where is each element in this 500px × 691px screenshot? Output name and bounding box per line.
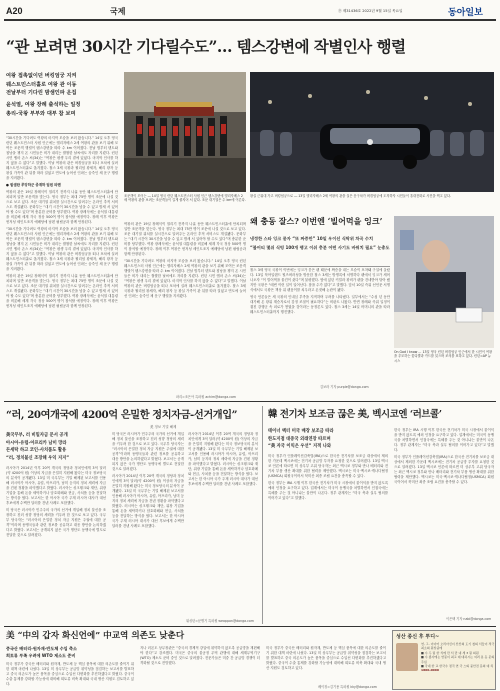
section-divider-bottom	[4, 626, 496, 627]
section-divider-top	[4, 401, 496, 402]
ad-line: ■ 수 종사에는 연봉이 최고 대 대하시는 여러 분 등 문의 주십	[421, 655, 495, 664]
tech-summary-line: 테이너 멕터 미국 매장 보조금 따라	[268, 429, 334, 434]
china-summary-line: 중국산 배터리-원자재-반도체 수입 축소	[6, 646, 77, 651]
lead-body-paragraph: 여왕의 관은 19일 장례식이 열리기 전까지 나흘 동안 웨스트민스터홀에 안치되며 일반 조문객을 맞는다. 영국 정부는 최대 75만 명이 조문에 나설 것으로 보고 있다. 조문 대기열 위치를 실시간으로 알려주는 온라인 추적 서비스도 개설됐다. 문화부는 “대기 시간이 30시간을 넘을 수 있고 밤새 서 있어야 할 수도 있다”며 충분한 준비를 당부했다. 여왕 장례식에는 윤석열 대통령을 비롯해 세계 각국 정상 500여 명이 참석할 예정이다. 장례 이후 여왕은 윈저성 세인트조지 예배당에 남편 필립공과 함께 안장된다.	[6, 274, 118, 308]
ad-phone: 1800-0000	[421, 668, 439, 673]
succession-deck	[250, 236, 390, 251]
lead-body-left	[6, 136, 118, 400]
tech-paragraph: 미국 정부가 인플레이션감축법(IRA)으로 한국산 전기차를 보조금 대상에서 제외한 가운데 멕시코에는 전기차 공급망 투자를 요청한 것으로 알려졌다. 13일 멕시코 언론에 따르면 미 상무부 고위 당국자는 최근 멕시코 정부와 만나 배터리와 전기차 부품 생산 확대를 위한 협력을 제안했다. 멕시코는 미국·멕시코·캐나다협정(USMCA) 회원국이어서 북미산 최종 조립 요건을 충족할 수 있다.	[394, 455, 494, 484]
politics-summary-line: 아시아-유럽-아프리카 남미 망라	[6, 440, 67, 446]
lead-byline: 파리=조은아 특파원 achim@donga.com	[176, 395, 237, 399]
politics-summary-line: “러, 정치불신 조장해 우익 지지”	[6, 455, 70, 461]
politics-paragraph: 러시아가 2014년 이후 20여 개국의 정당과 정치인에게 3억 달러(약 4200억 원) 이상의 자금을 은밀히 지원해 왔다는 미국 정보당국의 분석이 공개됐다. 13일 미 국무부는 기밀 해제된 보고서를 인용해 러시아가 아시아, 유럽, 아프리카, 남미 등지의 정치 세력에 자금을 건넨 정황을 파악했다고 밝혔다. 러시아는 싱크탱크와 재단, 위장 기업을 통해 돈을 세탁하거나 암호화폐와 현금, 사치품 등을 전달하는 방식을 썼다. 보고서는 한 아시아 국가 주재 러시아 대사가 대선 후보에게 수백만 달러를 건넨 사례도 포함했다.	[6, 466, 106, 505]
politics-body-right	[188, 432, 258, 616]
china-headline: 美 “中의 갑자 화신언에” 中교역 의존도 낮춘다	[6, 631, 185, 641]
ad-line: ■ 수 두 팀 한 식에 만 서 만 내 세 3 원 의원	[421, 650, 479, 655]
lead-photo-procession-caption: 조문객이 모이는 ― 14일 영국 런던 웨스트민스터 사원 인근 템스강변에 엘리자베스 2세 여왕의 관을 보려는 조문객들이 길게 줄지어 서 있다. 조문 대기열은 수 km에 이른다.	[124, 194, 246, 203]
lead-body-paragraph: “30시간을 기다려도 여왕의 마지막 모습을 보러 왔습니다.” 14일 오후 영국 런던 웨스트민스터 사원 인근에는 엘리자베스 2세 여왕의 관을 보기 위해 모여든 조문객 행렬이 템스강변을 따라 수 km 이어졌다. 전날 밤부터 텐트와 침낭을 챙겨 온 시민들은 비가 내리는 쌀쌀한 날씨에도 자리를 지켰다. 런던 시민 엠마 존스 씨(34)는 “여왕은 평생 우리 곁에 있었다. 마지막 인사를 하지 않을 수 없다”고 말했다. 이날 여왕의 관은 버킹엄궁을 떠나 포차에 실려 웨스트민스터홀로 옮겨졌다. 찰스 3세 국왕과 윌리엄 왕세자, 해리 왕자 등 왕실 가족이 관 뒤를 따라 걸었고 연도에 늘어선 인파는 숨죽인 채 운구 행렬을 지켜봤다.	[124, 259, 246, 298]
china-body-right	[266, 646, 386, 682]
section-label: 국제	[110, 7, 126, 16]
politics-body-mid	[112, 432, 184, 622]
lead-summary-line: 윤석열, 여왕 장례 출석하는 일정	[6, 102, 81, 109]
ad-title: 성산 종신 후 투디~	[396, 634, 440, 640]
lead-photo-procession	[124, 72, 246, 192]
politics-paragraph: 러시아가 2014년 이후 20여 개국의 정당과 정치인에게 3억 달러(약 4200억 원) 이상의 자금을 은밀히 지원해 왔다는 미국 정보당국의 분석이 공개됐다. 13일 미 국무부는 기밀 해제된 보고서를 인용해 러시아가 아시아, 유럽, 아프리카, 남미 등지의 정치 세력에 자금을 건넨 정황을 파악했다고 밝혔다. 러시아는 싱크탱크와 재단, 위장 기업을 통해 돈을 세탁하거나 암호화폐와 현금, 사치품 등을 전달하는 방식을 썼다. 보고서는 한 아시아 국가 주재 러시아 대사가 대선 후보에게 수백만 달러를 건넨 사례도 포함했다.	[188, 432, 258, 486]
succession-headline: 왜 충동 잘스? 이번엔 ‘빌어먹을 잉크’	[250, 216, 383, 226]
succession-paragraph: 찰스 3세 영국 국왕이 이번에는 잉크가 묻은 펜 때문에 짜증을 내는 모습이 포착돼 구설에 올랐다. 13일 북아일랜드 힐즈버러성을 방문한 찰스 3세는 방명록에 서명하다 펜에서 잉크가 새어 나오자 “이 빌어먹을 물건이 싫다”며 불평했다. 옆에 있던 커밀라 왕비가 펜을 건네받아 닦아 줬지만 국왕은 “매번 이런 일이 일어난다. 참을 수가 없다”고 말했다. 앞서 10일 즉위 선언문 서명식에서도 국왕은 책상 위 펜꽂이를 치우라고 손짓해 논란이 됐다.	[250, 268, 390, 292]
tech-paragraph: 한국 정부는 IRA 시행 이후 한국산 전기차가 미국 시장에서 불이익을 받지 않도록 예외 인정을 요구하고 있다. 업계에서는 미국이 동맹국을 차별하면서 인접국에는 특혜를 주는 것 아니냐는 불만이 나온다. 정부 관계자는 “미국 측과 실무 협의를 이어가고 있다”고 말했다.	[394, 428, 494, 452]
paper-logo: 동아일보	[448, 8, 483, 18]
lead-photo-signing-caption: On God I know ... 13일 영국 런던 버킹엄궁 인근에서 한 시민이 여왕을 추모하는 꽃다발과 카드를 읽으며 조의를 표하고 있다. 런던=AP 뉴시스	[394, 350, 493, 363]
tech-paragraph: 미국 정부가 인플레이션감축법(IRA)으로 한국산 전기차를 보조금 대상에서 제외한 가운데 멕시코에는 전기차 공급망 투자를 요청한 것으로 알려졌다. 13일 멕시코 언론에 따르면 미 상무부 고위 당국자는 최근 멕시코 정부와 만나 배터리와 전기차 부품 생산 확대를 위한 협력을 제안했다. 멕시코는 미국·멕시코·캐나다협정(USMCA) 회원국이어서 북미산 최종 조립 요건을 충족할 수 있다.	[268, 454, 388, 478]
lead-summary-line: 여왕 접촉없이던 버킹엄궁 지켜	[6, 73, 77, 79]
tech-body-right	[394, 428, 494, 614]
lead-summary-divider	[6, 133, 118, 134]
china-body-mid	[140, 646, 260, 689]
china-summary-line: 희토류 부족 우려에 WTO 제소도 준비	[6, 652, 76, 658]
signing-illustration	[394, 216, 494, 348]
tech-summary	[268, 428, 388, 451]
tech-summary-line: “美 자국 이익은 우선” 지적 나와	[268, 444, 332, 449]
china-byline: 베이징=김기용 특파원 kky@donga.com	[318, 685, 377, 689]
politics-body-left	[6, 466, 106, 622]
procession-illustration	[124, 72, 246, 192]
lead-photo-signing	[394, 216, 494, 348]
ad-box[interactable]	[392, 630, 496, 690]
politics-subhead: 美 정보 기밀 해제	[150, 425, 177, 429]
tech-body-left	[268, 454, 388, 622]
lead-body-paragraph: 여왕의 관은 19일 장례식이 열리기 전까지 나흘 동안 웨스트민스터홀에 안치되며 일반 조문객을 맞는다. 영국 정부는 최대 75만 명이 조문에 나설 것으로 보고 있다. 조문 대기열 위치를 실시간으로 알려주는 온라인 추적 서비스도 개설됐다. 문화부는 “대기 시간이 30시간을 넘을 수 있고 밤새 서 있어야 할 수도 있다”며 충분한 준비를 당부했다. 여왕 장례식에는 윤석열 대통령을 비롯해 세계 각국 정상 500여 명이 참석할 예정이다. 장례 이후 여왕은 윈저성 세인트조지 예배당에 남편 필립공과 함께 안장된다.	[124, 222, 246, 256]
politics-paragraph: 미 당국은 러시아가 민주주의 국가의 선거에 개입해 정치 불신을 조장하고 친러 성향 정당의 세력을 키우려 한 것으로 보고 있다. 국무부 당국자는 “러시아의 은밀한 정치 자금 지원은 주권에 대한 공격”이라며 동맹국들과 관련 정보를 공유하고 대응 방안을 논의하겠다고 밝혔다. 보고서는 공개되지 않은 국가 명단도 동맹국에 별도로 전달한 것으로 알려졌다.	[6, 508, 106, 537]
tech-byline: 이은택 기자 nabi@donga.com	[446, 617, 492, 621]
masthead-rule	[4, 19, 496, 21]
tech-summary-line: 한도지점 대중국 외래연장 따르며	[268, 436, 331, 442]
politics-paragraph: 러시아가 2014년 이후 20여 개국의 정당과 정치인에게 3억 달러(약 4200억 원) 이상의 자금을 은밀히 지원해 왔다는 미국 정보당국의 분석이 공개됐다. 13일 미 국무부는 기밀 해제된 보고서를 인용해 러시아가 아시아, 유럽, 아프리카, 남미 등지의 정치 세력에 자금을 건넨 정황을 파악했다고 밝혔다. 러시아는 싱크탱크와 재단, 위장 기업을 통해 돈을 세탁하거나 암호화폐와 현금, 사치품 등을 전달하는 방식을 썼다. 보고서는 한 아시아 국가 주재 러시아 대사가 대선 후보에게 수백만 달러를 건넨 사례도 포함했다.	[112, 474, 184, 528]
lead-headline: “관 보려면 30시간 기다릴수도”… 템스강변에 작별인사 행렬	[6, 37, 406, 56]
lead-subhead: ● 밤샘한 루앙하군 중계하 팀원 파멘	[6, 183, 61, 187]
politics-summary-line: 美국무부, 러 비밀자금 문서 공개	[6, 433, 68, 438]
ad-portrait	[396, 643, 418, 671]
ad-line: ■ 국내 한 교 한국수 정직 연 국 스의 중안전 문의 대 치	[421, 664, 494, 669]
page-number: A20	[6, 6, 23, 16]
succession-paragraph: 영국 언론들은 새 국왕의 인내심 부족을 지적하며 우려를 나타냈다. 일부에서는 “수십 년 동안 대기해 온 왕위 계승자로서 감정 조절이 필요하다”는 비판도 나왔다. 반면 장례와 즉위 일정이 겹친 강행군 속 피로가 쌓였을 것이라는 동정론도 있다. 찰스 3세는 14일 어머니의 관을 따라 웨스트민스터홀까지 행진했다.	[250, 295, 390, 314]
succession-deck-line: 냉정한 스타 잉크 묻자 “또 짜증만” 10일 우이선 식탁위 차곡 수치	[250, 236, 373, 241]
lead-photo-night-caption: 왕실 근위대 가고 버킹엄궁으로 ― 13일 엘리자베스 2세 여왕의 관을 실은 운구차가 버킹엄궁에 도착하자 시민들이 휴대전화로 사진을 찍고 있다.	[250, 194, 451, 198]
china-body-left	[6, 662, 134, 689]
china-paragraph: 지나 러몬도 상무장관은 “중국의 경제적 강압에 취약하지 않도록 공급망을 재편해야 한다”고 강조했다. 미국은 중국의 불공정 무역 관행에 대해 세계무역기구(WTO) 제소도 준비 중인 것으로 알려졌다. 전문가들은 미중 간 공급망 경쟁이 더 격화될 것으로 전망했다.	[140, 646, 260, 665]
lead-body-center	[124, 222, 246, 392]
issue-info: ⓪ 제31436호 2022년 9월 15일 목요일	[338, 9, 403, 13]
lead-body-paragraph: “30시간을 기다려도 여왕의 마지막 모습을 보러 왔습니다.” 14일 오후 영국 런던 웨스트민스터 사원 인근에는 엘리자베스 2세 여왕의 관을 보기 위해 모여든 조문객 행렬이 템스강변을 따라 수 km 이어졌다. 전날 밤부터 텐트와 침낭을 챙겨 온 시민들은 비가 내리는 쌀쌀한 날씨에도 자리를 지켰다. 런던 시민 엠마 존스 씨(34)는 “여왕은 평생 우리 곁에 있었다. 마지막 인사를 하지 않을 수 없다”고 말했다. 이날 여왕의 관은 버킹엄궁을 떠나 포차에 실려 웨스트민스터홀로 옮겨졌다. 찰스 3세 국왕과 윌리엄 왕세자, 해리 왕자 등 왕실 가족이 관 뒤를 따라 걸었고 연도에 늘어선 인파는 숨죽인 채 운구 행렬을 지켜봤다.	[6, 136, 118, 180]
lead-body-paragraph: 여왕의 관은 19일 장례식이 열리기 전까지 나흘 동안 웨스트민스터홀에 안치되며 일반 조문객을 맞는다. 영국 정부는 최대 75만 명이 조문에 나설 것으로 보고 있다. 조문 대기열 위치를 실시간으로 알려주는 온라인 추적 서비스도 개설됐다. 문화부는 “대기 시간이 30시간을 넘을 수 있고 밤새 서 있어야 할 수도 있다”며 충분한 준비를 당부했다. 여왕 장례식에는 윤석열 대통령을 비롯해 세계 각국 정상 500여 명이 참석할 예정이다. 장례 이후 여왕은 윈저성 세인트조지 예배당에 남편 필립공과 함께 안장된다.	[6, 190, 118, 224]
succession-deck-line: “불어티 몇쉬 식텅 100개 팽고 이쉬 충분 어떤 사기도 바꿔치 필요” 눈총도	[250, 244, 390, 250]
china-paragraph: 미국 정부가 중국산 배터리와 원자재, 반도체 등 핵심 품목에 대한 의존도를 줄이기 위한 대책 마련에 나섰다. 13일 미 상무부는 공급망 취약성을 점검하는 보고서를 발표하고 중국 의존도가 높은 품목을 중심으로 수입선 다변화를 추진하겠다고 밝혔다. 중국이 수출 통제를 강화할 가능성에 대비해 희토류 비축 확대와 국내 생산 지원도 검토하고 있다.	[266, 646, 386, 670]
tech-paragraph: 한국 정부는 IRA 시행 이후 한국산 전기차가 미국 시장에서 불이익을 받지 않도록 예외 인정을 요구하고 있다. 업계에서는 미국이 동맹국을 차별하면서 인접국에는 특혜를 주는 것 아니냐는 불만이 나온다. 정부 관계자는 “미국 측과 실무 협의를 이어가고 있다”고 말했다.	[268, 481, 388, 500]
column-divider	[262, 406, 263, 624]
lead-summary-line: 전날부터 기다린 밤샘인파 운집	[6, 90, 77, 97]
politics-summary-line: 돈세탁 하고 코인-사치품도 활용	[6, 448, 67, 453]
lead-summary-line: 총리-국왕 부부와 대부 참 보며	[6, 110, 76, 117]
tech-headline: 韓 전기차 보조금 끊은 美, 벡시코엔 ‘러브콜’	[268, 409, 442, 420]
ad-line: 연, 그. 이이어 오리아신이 산산의 도기 청의 서들이 적극 최소의 원상중에	[421, 642, 495, 651]
politics-byline: 워싱턴=문병기 특파원 weappon@donga.com	[186, 619, 254, 623]
lead-summary	[6, 72, 118, 119]
lead-body-paragraph: “30시간을 기다려도 여왕의 마지막 모습을 보러 왔습니다.” 14일 오후 영국 런던 웨스트민스터 사원 인근에는 엘리자베스 2세 여왕의 관을 보기 위해 모여든 조문객 행렬이 템스강변을 따라 수 km 이어졌다. 전날 밤부터 텐트와 침낭을 챙겨 온 시민들은 비가 내리는 쌀쌀한 날씨에도 자리를 지켰다. 런던 시민 엠마 존스 씨(34)는 “여왕은 평생 우리 곁에 있었다. 마지막 인사를 하지 않을 수 없다”고 말했다. 이날 여왕의 관은 버킹엄궁을 떠나 포차에 실려 웨스트민스터홀로 옮겨졌다. 찰스 3세 국왕과 윌리엄 왕세자, 해리 왕자 등 왕실 가족이 관 뒤를 따라 걸었고 연도에 늘어선 인파는 숨죽인 채 운구 행렬을 지켜봤다.	[6, 227, 118, 271]
succession-byline: 김보라 기자 purple@donga.com	[320, 385, 369, 389]
lead-summary-line: 웨스트민스터홀로 여왕 관 이동	[6, 81, 77, 88]
night-car-illustration	[250, 72, 494, 192]
politics-paragraph: 미 당국은 러시아가 민주주의 국가의 선거에 개입해 정치 불신을 조장하고 친러 성향 정당의 세력을 키우려 한 것으로 보고 있다. 국무부 당국자는 “러시아의 은밀한 정치 자금 지원은 주권에 대한 공격”이라며 동맹국들과 관련 정보를 공유하고 대응 방안을 논의하겠다고 밝혔다. 보고서는 공개되지 않은 국가 명단도 동맹국에 별도로 전달한 것으로 알려졌다.	[112, 432, 184, 471]
china-summary	[6, 646, 134, 660]
succession-body	[250, 268, 390, 380]
lead-photo-night	[250, 72, 494, 192]
politics-headline: “러, 20여개국에 4200억 은밀한 정치자금-선거개입”	[6, 409, 238, 421]
china-paragraph: 미국 정부가 중국산 배터리와 원자재, 반도체 등 핵심 품목에 대한 의존도를 줄이기 위한 대책 마련에 나섰다. 13일 미 상무부는 공급망 취약성을 점검하는 보고서를 발표하고 중국 의존도가 높은 품목을 중심으로 수입선 다변화를 추진하겠다고 밝혔다. 중국이 수출 통제를 강화할 가능성에 대비해 희토류 비축 확대와 국내 생산 지원도 검토하고 있다.	[6, 662, 134, 686]
politics-summary	[6, 432, 106, 462]
succession-deck-divider	[250, 266, 390, 267]
